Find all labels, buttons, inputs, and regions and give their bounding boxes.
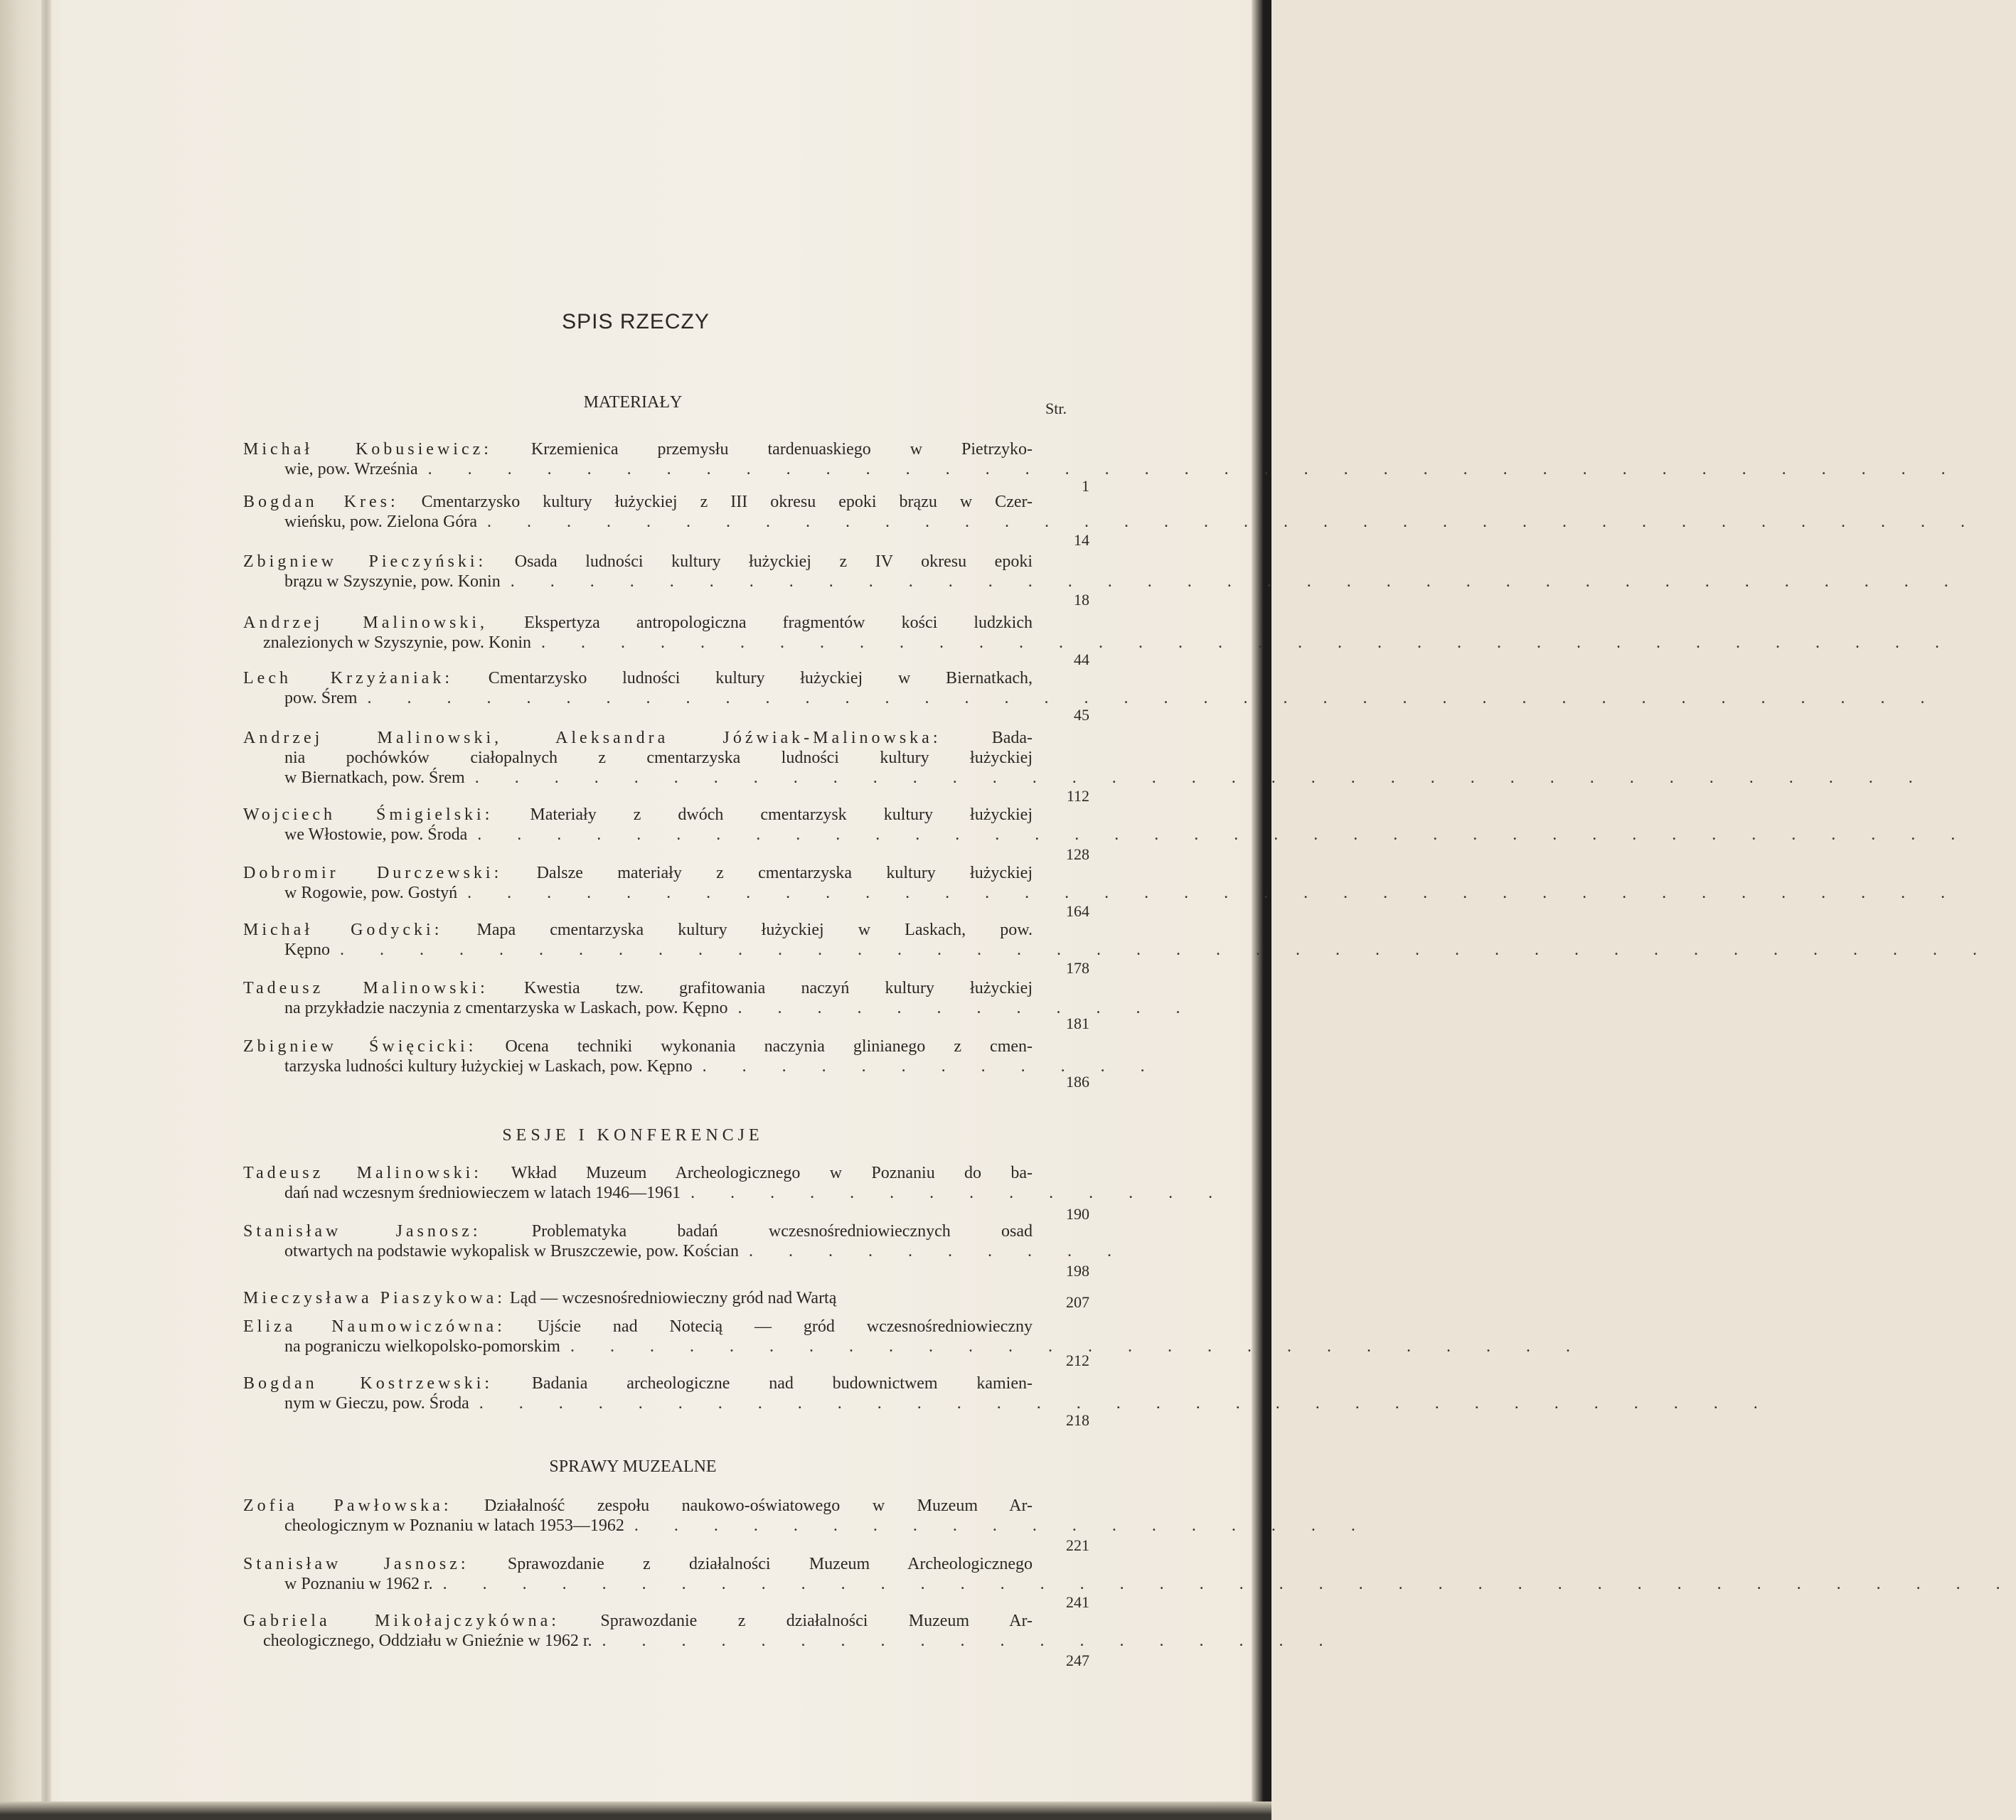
- leader-dots: . . . . . . . . . . . . . . . . . . . . . . . . . . . . . . . . . . . .: [541, 633, 1956, 652]
- entry-title-line2: dań nad wczesnym średniowieczem w latach 1946—1961: [284, 1184, 681, 1202]
- page-edge-right: [1252, 0, 1271, 1820]
- leader-dots: . . . . . . . . . . . . . . . . . . .: [634, 1516, 1371, 1535]
- leader-dots: . . . . . . . . . . . .: [702, 1057, 1161, 1076]
- entry-author: Stanisław Jasnosz:: [243, 1222, 481, 1241]
- leader-dots: . . . . . . . . . . . . . . . . . . . . . . . . . . . . . . . . . . . . . . .: [427, 460, 1961, 478]
- entry-title-line2: pow. Śrem: [284, 689, 358, 707]
- entry-title-line2: otwartych na podstawie wykopalisk w Bruszczewie, pow. Kościan: [284, 1242, 739, 1260]
- section-heading-materialy: MATERIAŁY: [583, 393, 683, 412]
- entry-title-line2: w Biernatkach, pow. Śrem: [284, 769, 465, 787]
- entry-author: Andrzej Malinowski,: [243, 614, 489, 632]
- entry-title-line1: Sprawozdanie z działalności Muzeum Archeologicznego: [507, 1555, 1033, 1573]
- leader-dots: . . . . . . . . . . . . . . . . . . . . . . . . . . . . . . . . . . . . .: [474, 769, 1929, 787]
- leader-dots: . . . . . . . . . . . . . . . . . . . . . . . . . . . . . . . . . . . . . . . .: [367, 689, 1941, 707]
- entry-author: Dobromir Durczewski:: [243, 864, 503, 882]
- entry-page-number: 18: [1074, 591, 1089, 609]
- toc-entry: [243, 439, 1961, 495]
- entry-page-number: 221: [1066, 1536, 1089, 1554]
- entry-page-number: 45: [1074, 706, 1089, 724]
- entry-title-line1: Kwestia tzw. grafitowania naczyń kultury łużyckiej: [523, 979, 1033, 997]
- entry-page-number: 14: [1074, 531, 1089, 549]
- leader-dots: . . . . . . . . . . . . . . . . . . . . . . . . . . . . . . . . . . . . . .: [467, 884, 1961, 902]
- toc-entry: [243, 1288, 1089, 1311]
- leader-dots: . . . . . . . . . . . . . . . . . . . . . . . . . . . . . . . . . . . . . . . .: [442, 1575, 2016, 1593]
- entry-page-number: 1: [1082, 477, 1089, 495]
- entry-author: Michał Godycki:: [243, 921, 443, 939]
- entry-author: Tadeusz Malinowski:: [243, 979, 489, 997]
- entry-title-line2: tarzyska ludności kultury łużyckiej w Laskach, pow. Kępno: [284, 1057, 693, 1076]
- entry-author: Bogdan Kostrzewski:: [243, 1374, 494, 1393]
- leader-dots: . . . . . . . . . . . . . .: [690, 1184, 1229, 1202]
- toc-entry: [243, 613, 1956, 668]
- toc-entry: [243, 1611, 1339, 1669]
- entry-page-number: 190: [1066, 1205, 1089, 1223]
- toc-entry: [243, 805, 1971, 863]
- entry-author: Zbigniew Święcicki:: [243, 1037, 477, 1056]
- entry-title-line2: we Włostowie, pow. Środa: [284, 825, 468, 844]
- toc-entry: [243, 978, 1196, 1032]
- entry-title-line2: cheologicznym w Poznaniu w latach 1953—1962: [284, 1516, 624, 1535]
- toc-entry: [243, 668, 1941, 724]
- leader-dots: . . . . . . . . . .: [748, 1242, 1127, 1260]
- entry-title-line2: brązu w Szyszynie, pow. Konin: [284, 572, 501, 591]
- entry-title-line1: Krzemienica przemysłu tardenuaskiego w Pietrzyko-: [530, 440, 1033, 459]
- toc-entry: [243, 1317, 1586, 1369]
- entry-page-number: 241: [1066, 1593, 1089, 1611]
- section-heading-sesje: SESJE I KONFERENCJE: [502, 1126, 764, 1145]
- leader-dots: . . . . . . . . . . . . . . . . . . . . . . . . . . . . . . . . . . . . . .: [487, 513, 1981, 531]
- entry-title-line1: Dalsze materiały z cmentarzyska kultury łużyckiej: [536, 864, 1033, 882]
- entry-title-line2: znalezionych w Szyszynie, pow. Konin: [263, 633, 532, 652]
- entry-title-line1: Ląd — wczesnośredniowieczny gród nad Wartą: [509, 1289, 837, 1307]
- entry-author: Zofia Pawłowska:: [243, 1497, 452, 1515]
- page-title: SPIS RZECZY: [562, 310, 710, 333]
- entry-title-line1: Osada ludności kultury łużyckiej z IV okresu epoki: [514, 552, 1033, 571]
- entry-title-line2: na pograniczu wielkopolsko-pomorskim: [284, 1337, 560, 1356]
- entry-title-line2: nym w Gieczu, pow. Środa: [284, 1394, 469, 1413]
- toc-entry: [243, 492, 1981, 549]
- leader-dots: . . . . . . . . . . . .: [737, 999, 1196, 1017]
- entry-page-number: 128: [1066, 845, 1089, 863]
- entry-title-line1: Bada-: [991, 729, 1033, 747]
- entry-page-number: 44: [1074, 651, 1089, 668]
- entry-author: Gabriela Mikołajczykówna:: [243, 1612, 560, 1630]
- entry-title-line1: Cmentarzysko ludności kultury łużyckiej w Biernatkach,: [488, 669, 1033, 687]
- section-heading-sprawy: SPRAWY MUZEALNE: [549, 1457, 717, 1476]
- page-edge-bottom: [0, 1802, 1271, 1820]
- entry-author: Zbigniew Pieczyński:: [243, 552, 487, 571]
- toc-entry: [243, 552, 1964, 609]
- entry-author: Wojciech Śmigielski:: [243, 805, 494, 824]
- entry-title-line2: w Poznaniu w 1962 r.: [284, 1575, 433, 1593]
- entry-author: Tadeusz Malinowski:: [243, 1164, 482, 1182]
- entry-title-line1: Wkład Muzeum Archeologicznego w Poznaniu do ba-: [511, 1164, 1033, 1182]
- entry-title-line1: Działalność zespołu naukowo-oświatowego w Muzeum Ar-: [484, 1497, 1033, 1515]
- entry-title-line2: na przykładzie naczynia z cmentarzyska w Laskach, pow. Kępno: [284, 999, 728, 1017]
- entry-author: Mieczysława Piaszykowa:: [243, 1289, 506, 1307]
- toc-entry: [243, 1221, 1127, 1280]
- entry-title-line1: Cmentarzysko kultury łużyckiej z III okresu epoki brązu w Czer-: [421, 493, 1033, 511]
- entry-author: Bogdan Kres:: [243, 493, 399, 511]
- entry-page-number: 186: [1066, 1073, 1089, 1091]
- entry-title-line1: Badania archeologiczne nad budownictwem kamien-: [531, 1374, 1033, 1393]
- leader-dots: . . . . . . . . . . . . . . . . . . . . . . . . . . . . . . . . .: [479, 1394, 1774, 1413]
- entry-page-number: 178: [1066, 959, 1089, 977]
- entry-author: Eliza Naumowiczówna:: [243, 1317, 506, 1336]
- entry-title-line1b: nia pochówków ciałopalnych z cmentarzyska ludności kultury łużyckiej: [284, 749, 1033, 767]
- leader-dots: . . . . . . . . . . . . . . . . . . .: [602, 1632, 1339, 1650]
- leader-dots: . . . . . . . . . . . . . . . . . . . . . . . . . . . . . . . . . . . . .: [510, 572, 1964, 591]
- entry-title-line2: w Rogowie, pow. Gostyń: [284, 884, 458, 902]
- entry-author: Michał Kobusiewicz:: [243, 440, 492, 459]
- toc-entry: [243, 1037, 1161, 1091]
- toc-entry: [243, 1163, 1229, 1223]
- entry-title-line1: Mapa cmentarzyska kultury łużyckiej w Laskach, pow.: [476, 921, 1033, 939]
- toc-entry: [243, 1554, 2016, 1611]
- entry-author: Lech Krzyżaniak:: [243, 669, 453, 687]
- toc-entry: [243, 920, 1993, 977]
- entry-page-number: 212: [1066, 1351, 1089, 1369]
- entry-title-line2: wieńsku, pow. Zielona Góra: [284, 513, 478, 531]
- toc-entry: [243, 1374, 1774, 1429]
- entry-page-number: 198: [1066, 1262, 1089, 1280]
- entry-title-line1: Sprawozdanie z działalności Muzeum Ar-: [600, 1612, 1033, 1630]
- entry-page-number: 207: [1066, 1293, 1089, 1311]
- entry-title-line2: Kępno: [284, 941, 330, 959]
- entry-page-number: 181: [1066, 1015, 1089, 1032]
- toc-entry: [243, 1496, 1371, 1554]
- leader-dots: . . . . . . . . . . . . . . . . . . . . . . . . . . . . . . . . . . . . . . . . . .: [339, 941, 1993, 959]
- entry-author: Andrzej Malinowski, Aleksandra Jóźwiak-Malinowska:: [243, 729, 942, 747]
- entry-title-line2: cheologicznego, Oddziału w Gnieźnie w 1962 r.: [263, 1632, 592, 1650]
- entry-page-number: 164: [1066, 902, 1089, 920]
- entry-title-line1: Materiały z dwóch cmentarzysk kultury łużyckiej: [530, 805, 1033, 824]
- page-column-label: Str.: [1045, 400, 1067, 417]
- book-spine-shadow: [41, 0, 51, 1820]
- toc-entry: [243, 728, 1929, 805]
- leader-dots: . . . . . . . . . . . . . . . . . . . . . . . . . .: [570, 1337, 1586, 1356]
- entry-page-number: 247: [1066, 1652, 1089, 1669]
- entry-title-line1: Ujście nad Notecią — gród wczesnośredniowieczny: [537, 1317, 1033, 1336]
- toc-entry: [243, 863, 1961, 920]
- entry-page-number: 112: [1066, 787, 1089, 805]
- entry-page-number: 218: [1066, 1411, 1089, 1429]
- leader-dots: . . . . . . . . . . . . . . . . . . . . . . . . . . . . . . . . . . . . . .: [477, 825, 1971, 844]
- entry-title-line2: wie, pow. Września: [284, 460, 418, 478]
- entry-author: Stanisław Jasnosz:: [243, 1555, 469, 1573]
- entry-title-line1: Ocena techniki wykonania naczynia glinianego z cmen-: [505, 1037, 1033, 1056]
- entry-title-line1: Ekspertyza antropologiczna fragmentów kości ludzkich: [524, 614, 1033, 632]
- entry-title-line1: Problematyka badań wczesnośredniowiecznych osad: [531, 1222, 1033, 1241]
